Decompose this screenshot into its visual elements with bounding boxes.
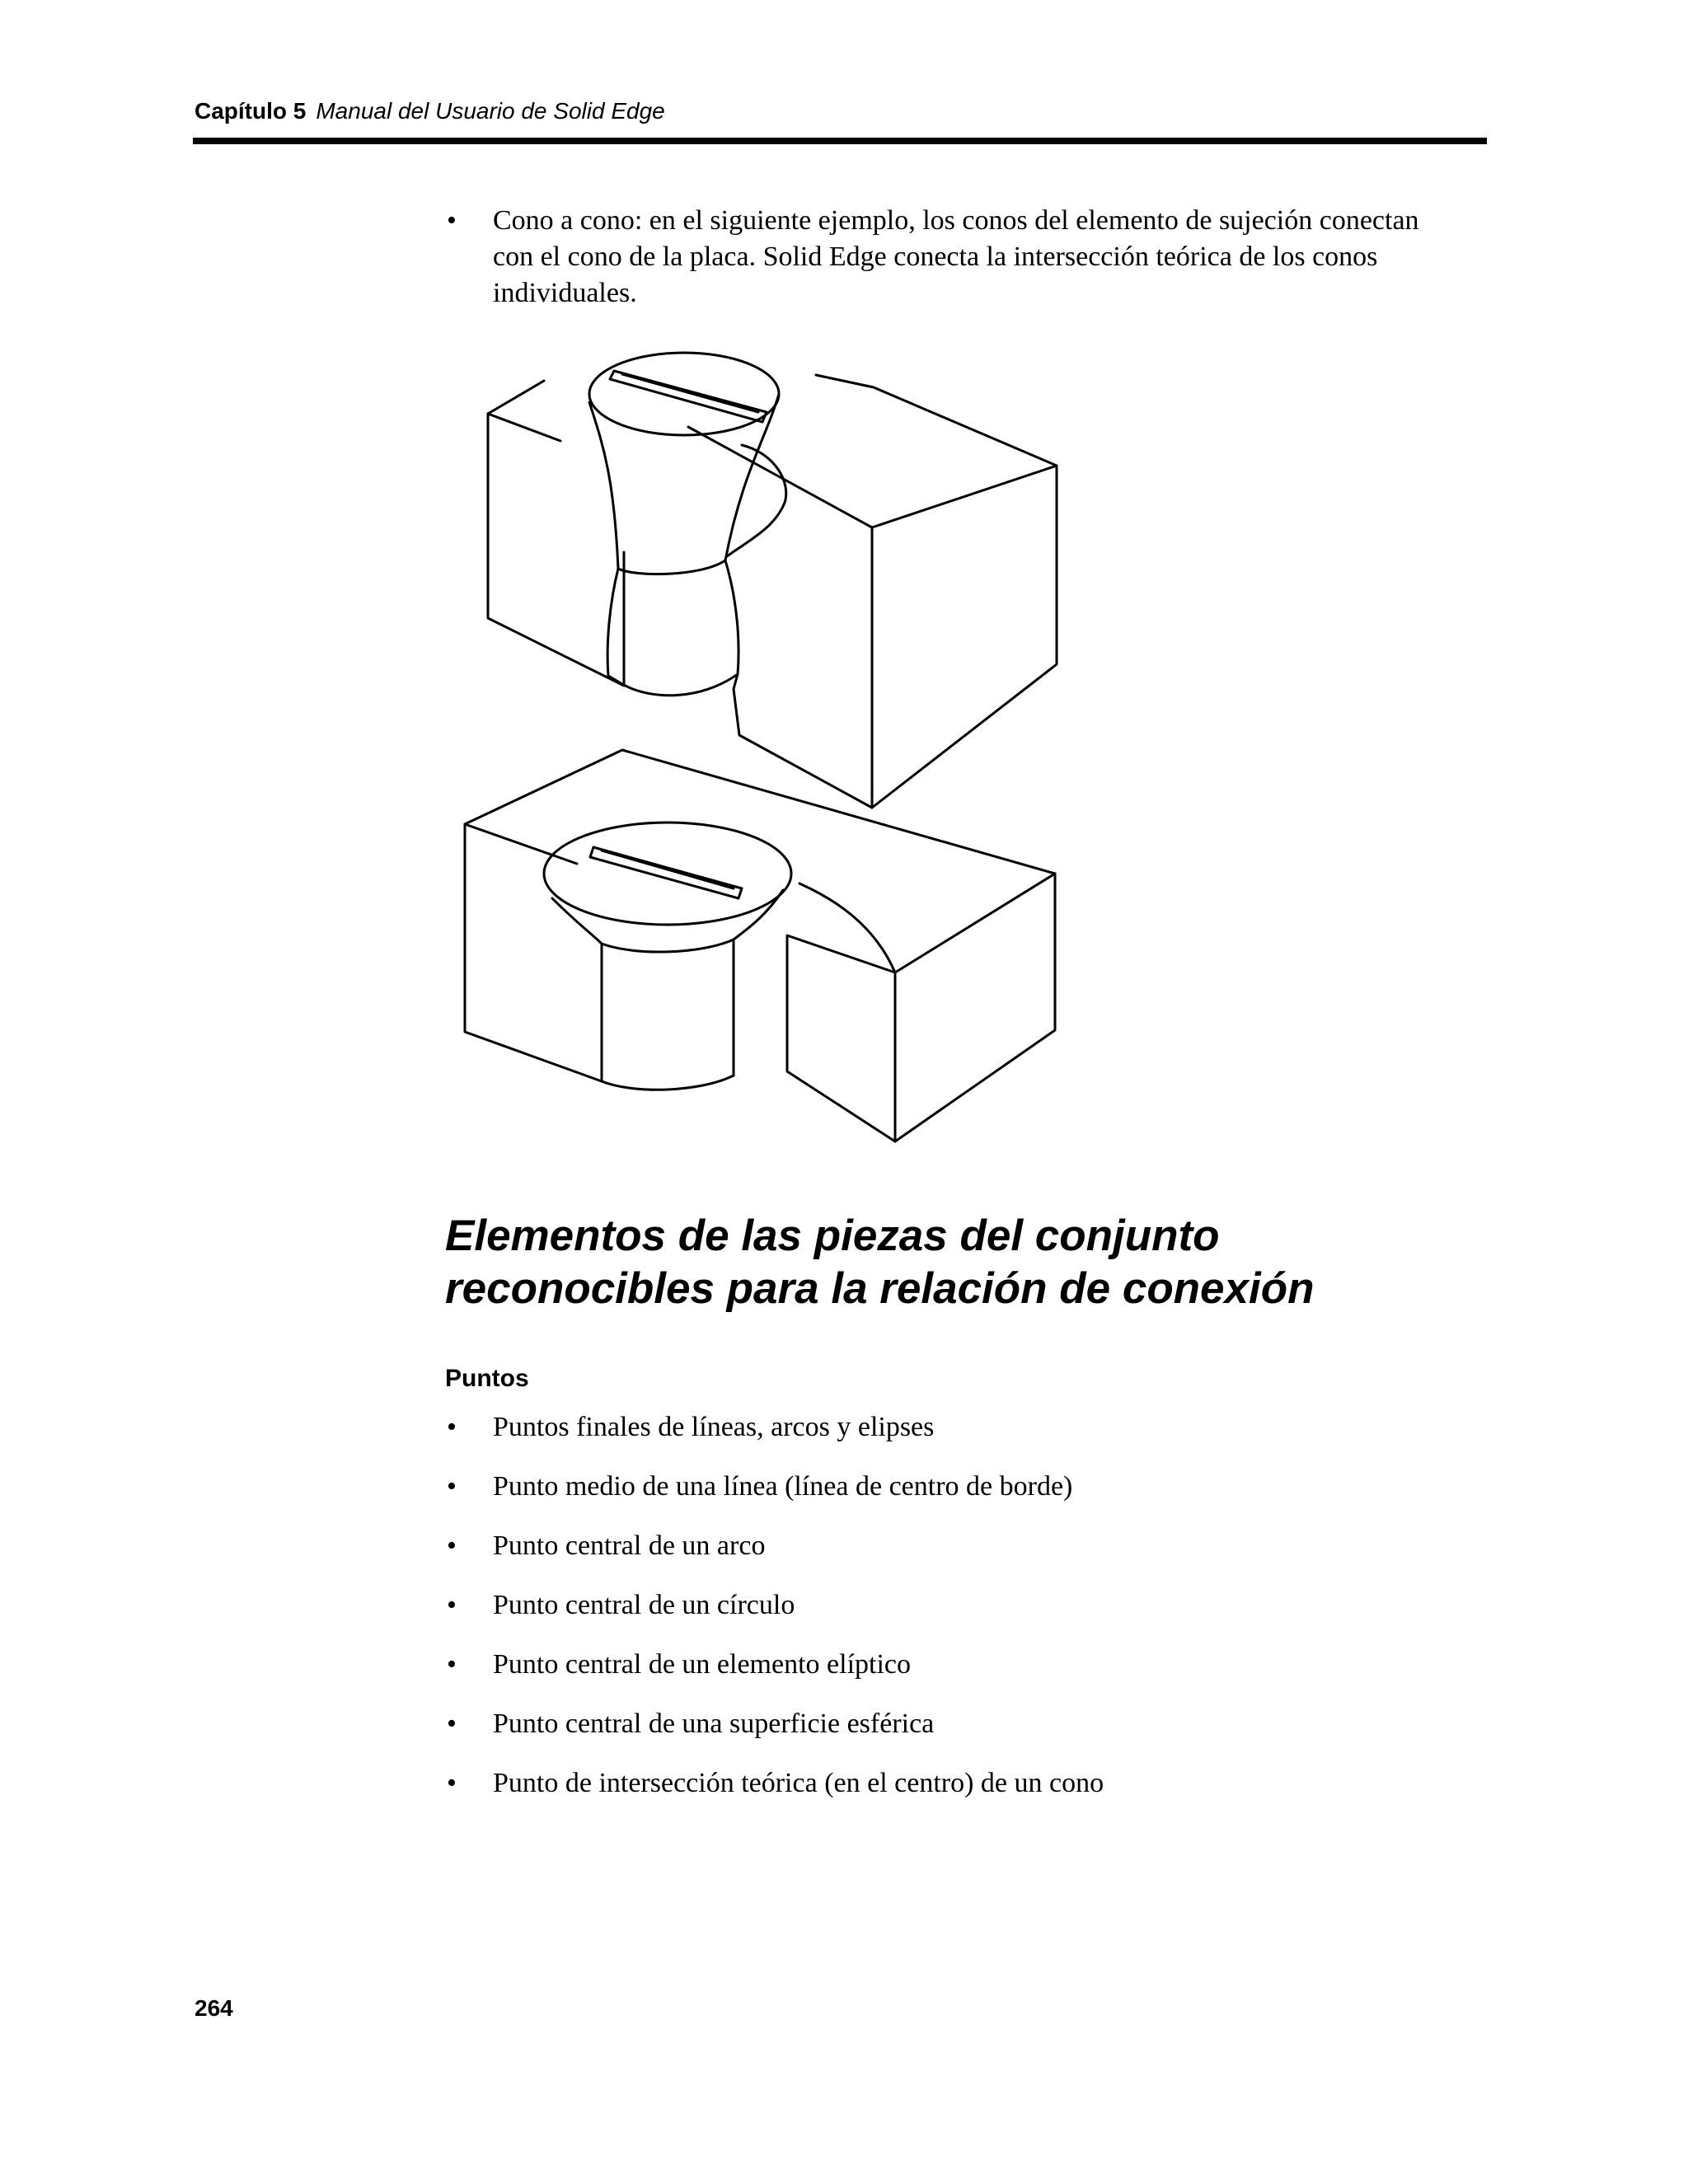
list-bullet: • — [447, 1471, 457, 1502]
section-title — [445, 1210, 1315, 1315]
list-bullet: • — [447, 1412, 457, 1442]
list-bullet: • — [447, 1768, 457, 1798]
lower-cone-top — [544, 823, 791, 925]
section-title-line-2: reconocibles para la relación de conexión — [445, 1264, 1315, 1313]
list-item: Punto central de una superficie esférica — [493, 1708, 935, 1739]
section-title-line-1: Elementos de las piezas del conjunto — [445, 1212, 1220, 1260]
manual-title: Manual del Usuario de Solid Edge — [316, 98, 665, 124]
list-item: Punto central de un arco — [493, 1530, 766, 1561]
lower-block-right-face — [787, 935, 895, 1141]
intro-paragraph: Cono a cono: en el siguiente ejemplo, los conos del elemento de sujeción conectan con el cono de la placa. Solid Edge conecta la intersección teórica de los conos individuales. — [493, 205, 1419, 308]
chapter-label: Capítulo 5 — [195, 98, 307, 124]
subheading-puntos: Puntos — [445, 1365, 529, 1392]
list-item: Punto de intersección teórica (en el centro) de un cono — [493, 1768, 1104, 1798]
page-number: 264 — [195, 1995, 233, 2021]
list-bullet: • — [447, 1530, 457, 1561]
intro-bullet: • — [447, 205, 457, 236]
upper-assembly-drawing — [488, 353, 1057, 808]
upper-cone-top — [589, 353, 779, 435]
list-item: Punto central de un círculo — [493, 1590, 795, 1620]
lower-block-left-face — [465, 824, 602, 1081]
lower-assembly-drawing — [465, 750, 1055, 1141]
list-item: Puntos finales de líneas, arcos y elipses — [493, 1412, 935, 1442]
list-bullet: • — [447, 1590, 457, 1620]
list-bullet: • — [447, 1708, 457, 1739]
cone-to-cone-figure — [445, 330, 1088, 1170]
page-header — [195, 97, 665, 125]
upper-block-right-face — [688, 427, 872, 808]
list-item: Punto central de un elemento elíptico — [493, 1649, 912, 1680]
list-item: Punto medio de una línea (línea de centro de borde) — [493, 1471, 1073, 1502]
header-rule — [193, 138, 1487, 144]
list-bullet: • — [447, 1649, 457, 1680]
